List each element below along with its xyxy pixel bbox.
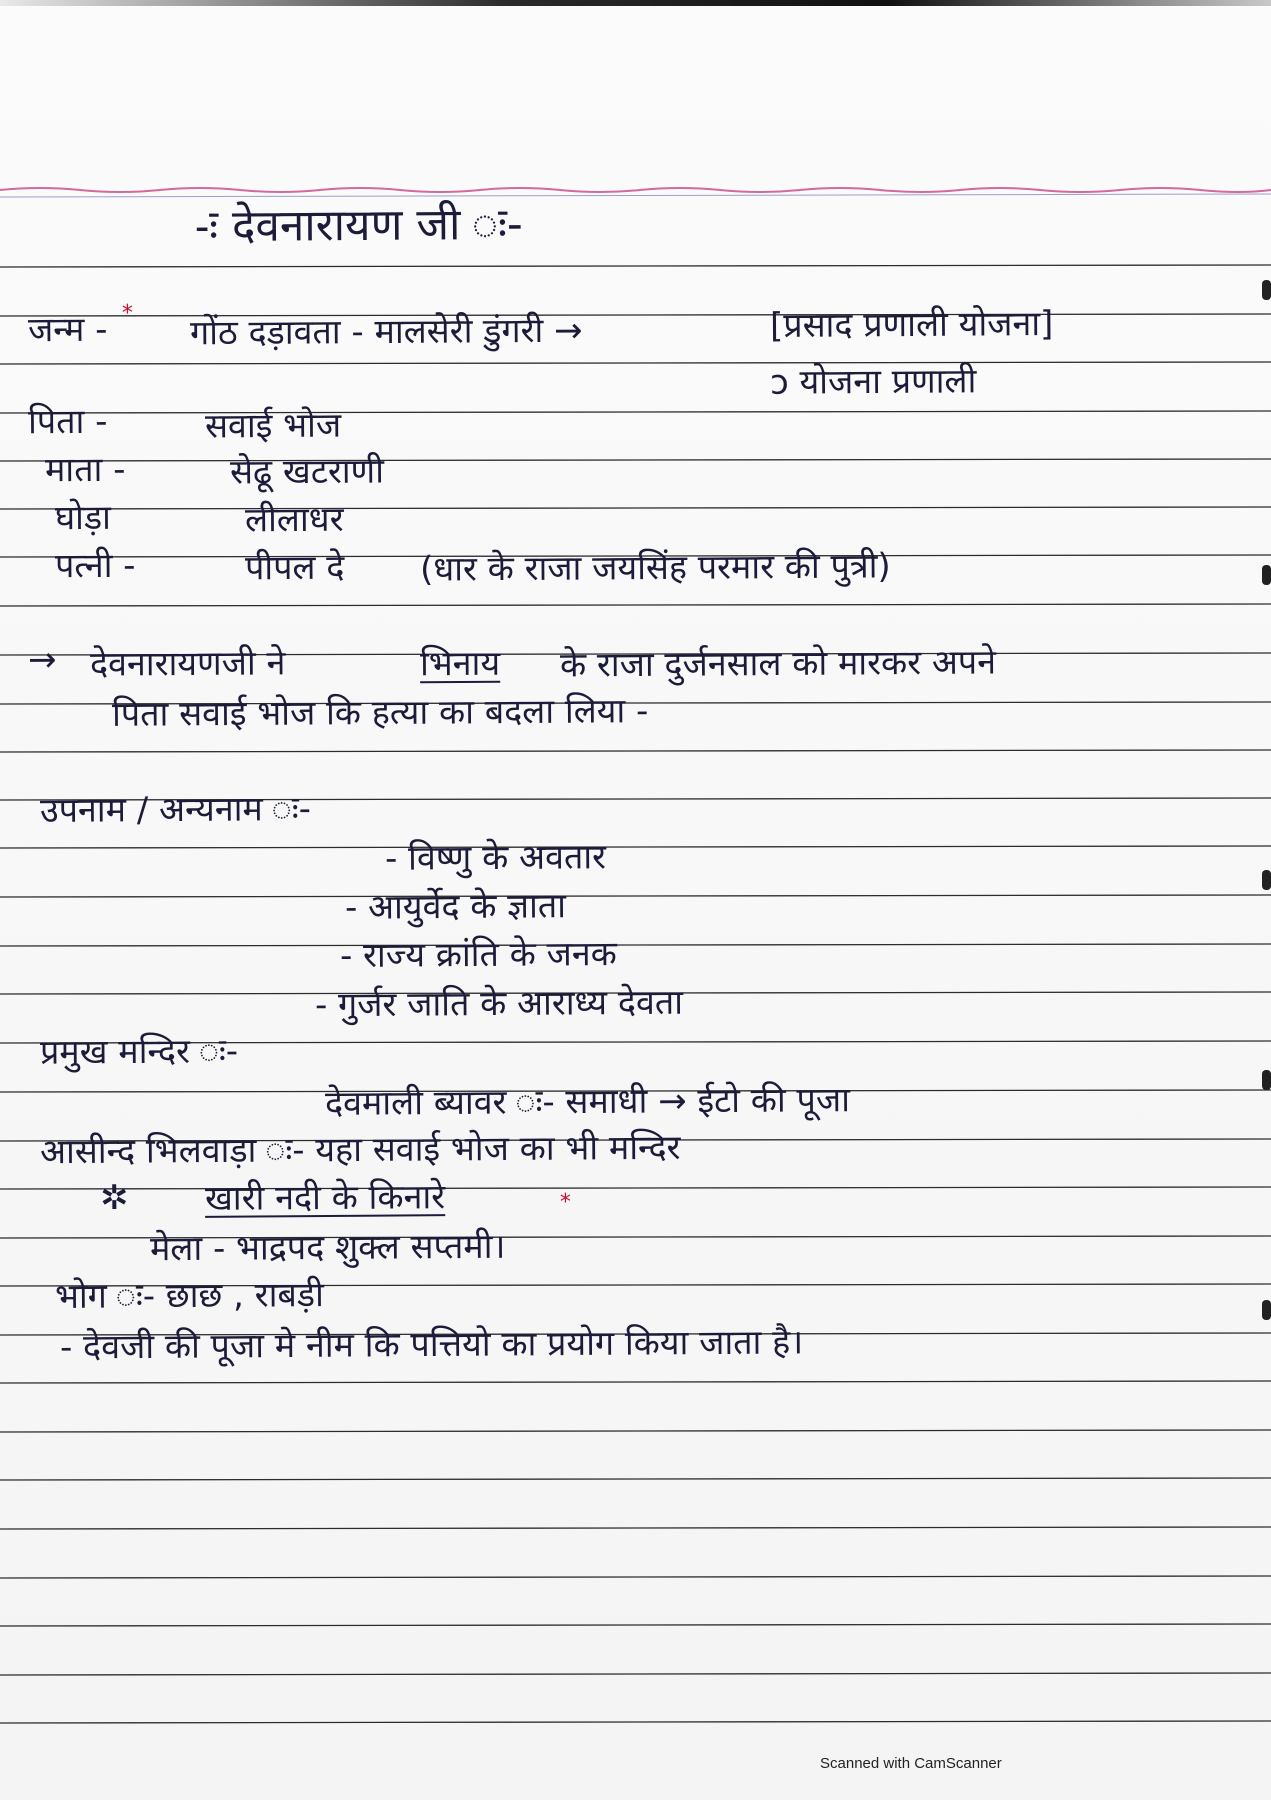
page-title: -ः देवनारायण जी ः- — [194, 198, 523, 253]
offering-info: भोग ः- छाछ , राबड़ी — [54, 1275, 324, 1317]
mother-name: सेढू खटराणी — [229, 451, 385, 493]
mother-label: माता - — [44, 449, 126, 491]
scanner-watermark: Scanned with CamScanner — [820, 1755, 1002, 1772]
father-name: सवाई भोज — [204, 405, 342, 447]
fair-info: मेला - भाद्रपद शुक्ल सप्तमी। — [149, 1226, 506, 1270]
red-star-mark: * — [121, 300, 134, 327]
epithet-item: - गुर्जर जाति के आराध्य देवता — [314, 982, 684, 1026]
birth-sub-note: ᴐ योजना प्रणाली — [769, 361, 977, 403]
birth-bracket-note: [प्रसाद प्रणाली योजना] — [769, 304, 1054, 346]
temple-asind: आसीन्द भिलवाड़ा ः- यहा सवाई भोज का भी मन्दिर — [39, 1127, 681, 1173]
revenge-line2: पिता सवाई भोज कि हत्या का बदला लिया - — [111, 691, 649, 735]
revenge-line1-end: के राजा दुर्जनसाल को मारकर अपने — [559, 642, 997, 686]
epithets-heading: उपनाम / अन्यनाम ः- — [39, 789, 312, 831]
father-label: पिता - — [27, 401, 108, 443]
temple-devmali: देवमाली ब्यावर ः- समाधी → ईटो की पूजा — [324, 1080, 851, 1124]
epithet-item: - राज्य क्रांति के जनक — [339, 934, 617, 976]
arrow-bullet: → — [27, 639, 57, 681]
khari-river-note: खारी नदी के किनारे — [204, 1177, 446, 1219]
wife-note: (धार के राजा जयसिंह परमार की पुत्री) — [419, 546, 891, 590]
birth-place: गोंठ दड़ावता - मालसेरी डुंगरी → — [189, 310, 583, 354]
temples-heading: प्रमुख मन्दिर ः- — [39, 1031, 239, 1073]
birth-label: जन्म - — [27, 309, 108, 351]
neem-info: - देवजी की पूजा मे नीम कि पत्तियो का प्रयोग किया जाता है। — [59, 1322, 804, 1368]
wife-label: पत्नी - — [54, 545, 136, 587]
red-star-mark: * — [559, 1189, 572, 1216]
place-bhinay: भिनाय — [419, 643, 501, 685]
wife-name: पीपल दे — [244, 547, 345, 589]
horse-label: घोड़ा — [54, 497, 112, 539]
star-mark: ✲ — [99, 1177, 129, 1219]
epithet-item: - आयुर्वेद के ज्ञाता — [344, 886, 567, 928]
revenge-line1-start: देवनारायणजी ने — [89, 643, 286, 685]
horse-name: लीलाधर — [244, 499, 344, 541]
epithet-item: - विष्णु के अवतार — [384, 837, 607, 879]
